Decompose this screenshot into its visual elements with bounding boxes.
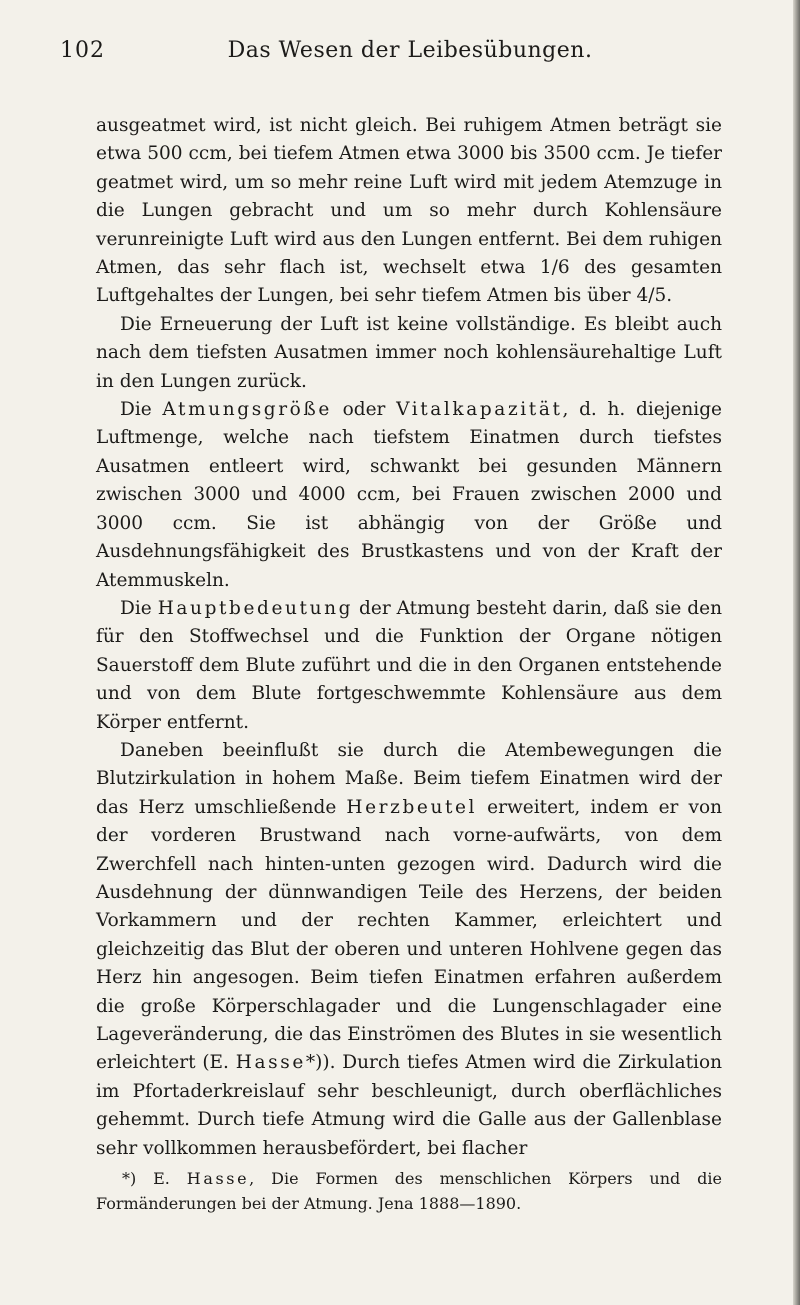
paragraph-text: ausgeatmet wird, ist nicht gleich. Bei ruhigem Atmen beträgt sie etwa 500 ccm, bei tiefem Atmen etwa 3000 bis 3500 ccm. Je tiefer geatmet wird, um so mehr reine Luft wird mit jedem Atemzuge in die Lungen gebracht und um so mehr durch Kohlensäure verunreinigte Luft wird aus den Lungen entfernt. Bei dem ruhigen Atmen, das sehr flach ist, wechselt etwa 1/6 des gesamten Luftgehaltes der Lungen, bei sehr tiefem Atmen bis über 4/5.: [96, 115, 722, 307]
paragraph: [96, 396, 722, 595]
footnote: [96, 1166, 722, 1216]
paragraph-text: Die: [120, 597, 158, 619]
paragraph-text: Die Erneuerung der Luft ist keine vollständige. Es bleibt auch nach dem tiefsten Ausatmen immer noch kohlensäurehaltige Luft in den Lungen zurück.: [96, 313, 722, 392]
paragraph-text: Daneben beeinflußt sie durch die Atembewegungen die Blutzirkulation in hohem Maße. Beim tiefem Einatmen wird der das Herz umschließende: [96, 739, 722, 818]
emphasized-term: Atmungsgröße: [162, 399, 332, 421]
footnote-text: *) E. Hasse, Die Formen des menschlichen Körpers und die Formänderungen bei der Atmung. Jena 1888—1890.: [96, 1169, 722, 1213]
paragraph-text: Die: [120, 399, 163, 421]
paragraph-text: oder: [331, 399, 397, 421]
emphasized-term: Hasse: [235, 1052, 306, 1074]
paragraph-text: *)). Durch tiefes Atmen wird die Zirkulation im Pfortaderkreislauf sehr beschleunigt, durch oberflächliches gehemmt. Durch tiefe Atmung wird die Galle aus der Gallenblase sehr vollkommen herausbefördert, bei flacher: [96, 1052, 723, 1159]
paragraph: [96, 112, 722, 311]
running-title: Das Wesen der Leibesübungen.: [227, 38, 593, 63]
paragraph: [96, 737, 722, 1163]
page-edge: [793, 0, 800, 1305]
page-header: [60, 38, 760, 78]
paragraph-text: , d. h. diejenige Luftmenge, welche nach tiefstem Einatmen durch tiefstes Ausatmen entleert wird, schwankt bei gesunden Männern zwischen 3000 und 4000 ccm, bei Frauen zwischen 2000 und 3000 ccm. Sie ist abhängig von der Größe und Ausdehnungsfähigkeit des Brustkastens und von der Kraft der Atemmuskeln.: [96, 399, 723, 591]
page-number: 102: [60, 38, 105, 63]
emphasized-term: Hauptbedeutung: [157, 597, 354, 619]
emphasized-term: Herzbeutel: [346, 796, 478, 818]
emphasized-term: Vitalkapazität: [396, 399, 563, 421]
paragraph-text: erweitert, indem er von der vorderen Brustwand nach vorne-aufwärts, von dem Zwerchfell nach hinten-unten gezogen wird. Dadurch wird die Ausdehnung der dünnwandigen Teile des Herzens, der beiden Vorkammern und der rechten Kammer, erleichtert und gleichzeitig das Blut der oberen und unteren Hohlvene gegen das Herz hin angesogen. Beim tiefen Einatmen erfahren außerdem die große Körperschlagader und die Lungenschlagader eine Lageveränderung, die das Einströmen des Blutes in sie wesentlich erleichtert (E.: [96, 796, 722, 1074]
footnote-author: Hasse: [186, 1169, 250, 1188]
paragraph: [96, 595, 722, 737]
body-text: [96, 112, 722, 1163]
paragraph-text: der Atmung besteht darin, daß sie den für den Stoffwechsel und die Funktion der Organe nötigen Sauerstoff dem Blute zuführt und die in den Organen entstehende und von dem Blute fortgeschwemmte Kohlensäure aus dem Körper entfernt.: [96, 597, 722, 733]
paragraph: [96, 311, 722, 396]
